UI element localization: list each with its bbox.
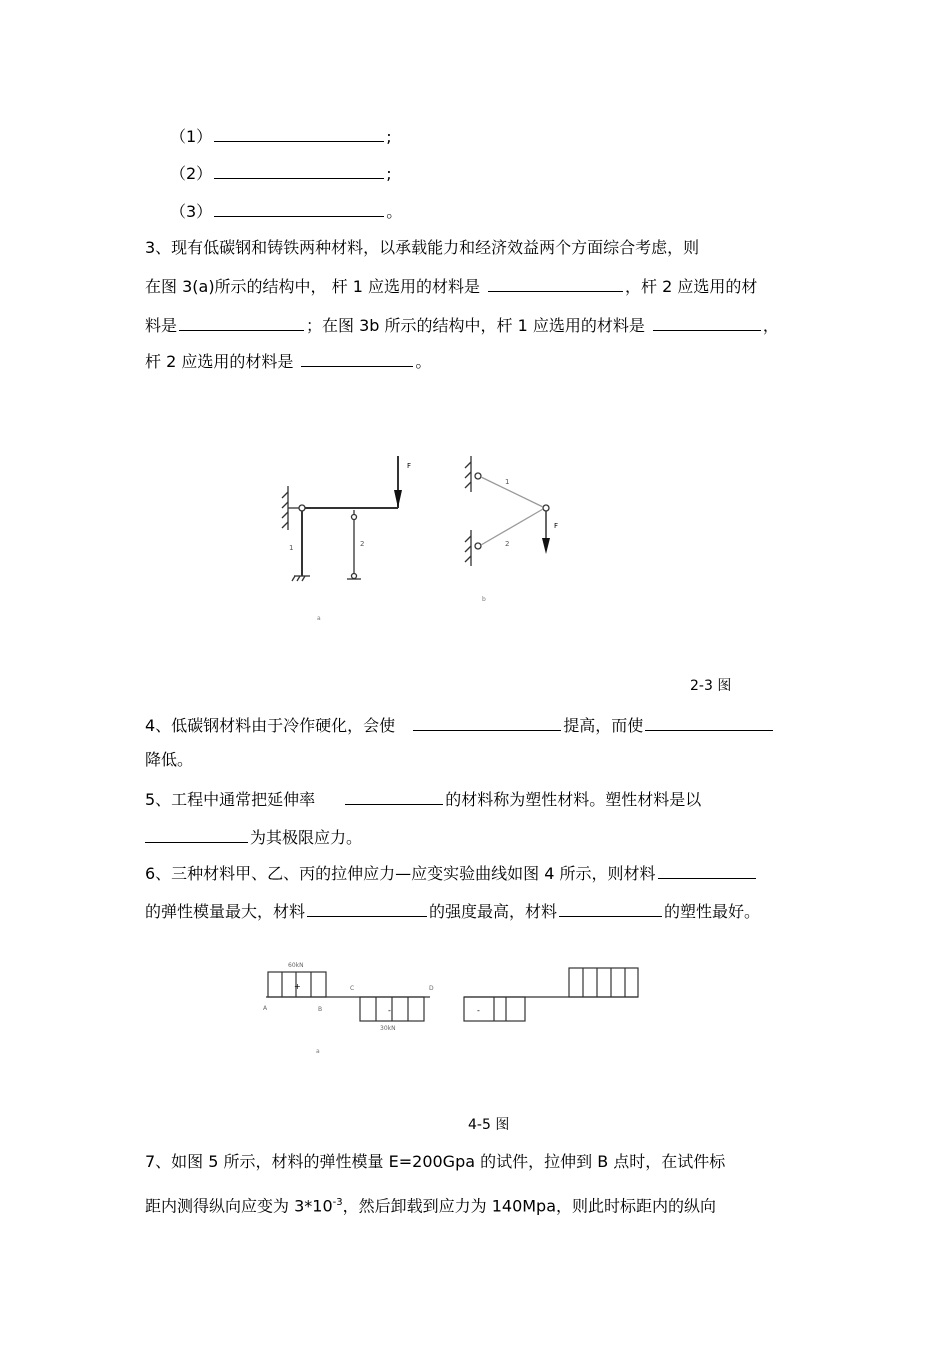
figure-2-3 (265, 450, 565, 620)
answer-blank[interactable] (214, 200, 384, 217)
point-a-label: A (263, 1005, 268, 1012)
answer-blank[interactable] (559, 900, 662, 917)
figure-4-5 (258, 958, 648, 1058)
answer-blank[interactable] (214, 125, 384, 142)
q3-text: ， (762, 316, 779, 335)
bar-2-label-a: 2 (360, 540, 365, 548)
item-3 (170, 200, 402, 222)
q5-text: 为其极限应力。 (250, 828, 363, 847)
q7-text: ，然后卸载到应力为 140Mpa，则此时标距内的纵向 (342, 1196, 717, 1216)
answer-blank[interactable] (345, 788, 443, 805)
answer-blank[interactable] (488, 275, 623, 292)
q6-text: 的塑性最好。 (664, 902, 761, 921)
q3-line-1: 3、现有低碳钢和铸铁两种材料，以承载能力和经济效益两个方面综合考虑，则 (145, 238, 700, 257)
item-label: （1） (170, 127, 213, 146)
q5-line-2 (145, 826, 362, 848)
load-arrow-a (394, 490, 402, 508)
answer-blank[interactable] (214, 162, 384, 179)
point-c-label: C (350, 985, 355, 992)
sub-label-b: b (482, 596, 486, 603)
q3-text: 杆 2 应选用的材料是 (145, 352, 294, 371)
plus-sign: + (294, 982, 301, 991)
answer-blank[interactable] (307, 900, 427, 917)
figure-4-5-caption: 4-5 图 (468, 1117, 510, 1133)
answer-blank[interactable] (301, 350, 413, 367)
q6-line-1 (145, 862, 758, 884)
q3-text: 料是 (145, 316, 178, 335)
point-d-label: D (429, 985, 434, 992)
minus-sign-b: - (477, 1006, 480, 1015)
minus-sign-a: - (388, 1006, 391, 1015)
bar2-b (481, 509, 543, 545)
load-arrow-b (542, 538, 550, 554)
q4-line-1 (145, 714, 775, 736)
item-end: ; (386, 164, 392, 183)
bar-1-label-a: 1 (289, 544, 294, 552)
item-2 (170, 162, 392, 184)
q3-line-2 (145, 275, 757, 297)
top-force-label: 60kN (288, 962, 304, 969)
q5-text: 的材料称为塑性材料。塑性材料是以 (445, 790, 702, 809)
q6-text: 的弹性模量最大，材料 (145, 902, 306, 921)
answer-blank[interactable] (653, 314, 761, 331)
answer-blank[interactable] (145, 826, 248, 843)
exponent: -3 (332, 1197, 343, 1208)
q6-text: 的强度最高，材料 (429, 902, 558, 921)
answer-blank[interactable] (413, 714, 561, 731)
item-end: ; (386, 127, 392, 146)
item-label: （3） (170, 202, 213, 221)
q4-text: 提高，而使 (563, 716, 644, 735)
answer-blank[interactable] (179, 314, 304, 331)
q3-line-3 (145, 314, 779, 336)
q3-text: ，杆 2 应选用的材 (625, 277, 758, 296)
item-end: 。 (386, 202, 403, 221)
q6-text: 6、三种材料甲、乙、丙的拉伸应力—应变实验曲线如图 4 所示，则材料 (145, 864, 656, 883)
q3-line-4 (145, 350, 431, 372)
q7-line-1: 7、如图 5 所示，材料的弹性模量 E=200Gpa 的试件，拉伸到 B 点时，在试件标 (145, 1152, 726, 1171)
q7-text: 距内测得纵向应变为 3*10 (145, 1196, 333, 1216)
item-label: （2） (170, 164, 213, 183)
figure-2-3-caption: 2-3 图 (690, 678, 732, 694)
q4-line-2: 降低。 (145, 750, 194, 769)
sub-label-a: a (317, 615, 321, 622)
q6-line-2 (145, 900, 760, 922)
load-label-a: F (407, 462, 412, 470)
q3-text: 。 (415, 352, 432, 371)
q7-line-2 (145, 1193, 716, 1216)
point-b-label: B (318, 1006, 323, 1013)
sub-label: a (316, 1048, 320, 1055)
item-1 (170, 125, 392, 147)
q3-text: 在图 3(a)所示的结构中， 杆 1 应选用的材料是 (145, 277, 480, 296)
diagram-block-positive-b (569, 968, 638, 997)
q4-text: 4、低碳钢材料由于冷作硬化，会使 (145, 716, 396, 735)
q5-text: 5、工程中通常把延伸率 (145, 790, 316, 809)
answer-blank[interactable] (658, 862, 756, 879)
bar-2-label-b: 2 (505, 540, 510, 548)
answer-blank[interactable] (645, 714, 773, 731)
bottom-force-label: 30kN (380, 1025, 396, 1032)
bar-1-label-b: 1 (505, 478, 510, 486)
q3-text: ；在图 3b 所示的结构中，杆 1 应选用的材料是 (306, 316, 645, 335)
bar1-b (481, 477, 543, 507)
load-label-b: F (554, 522, 559, 530)
q5-line-1 (145, 788, 701, 810)
